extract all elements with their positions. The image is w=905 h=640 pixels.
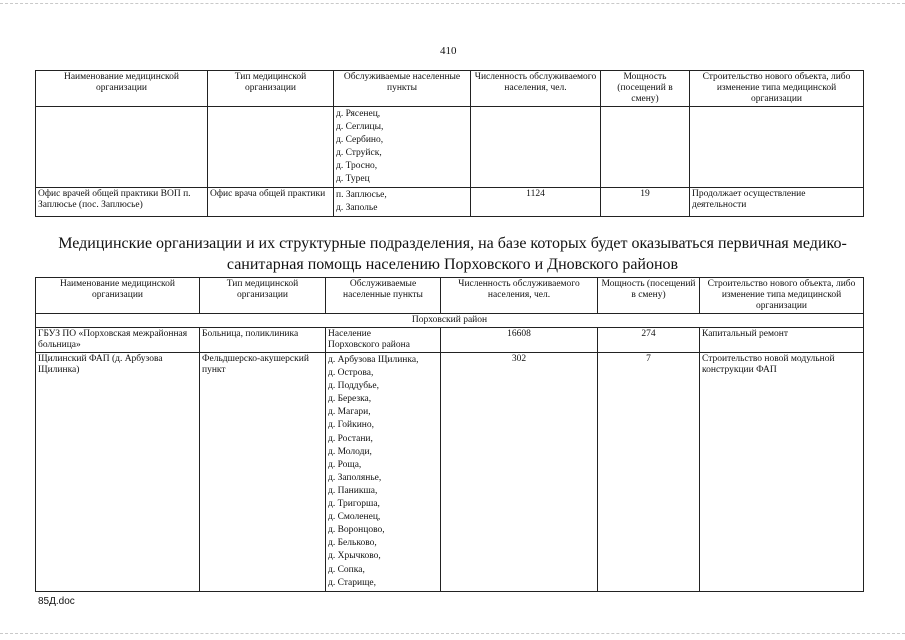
header-org-name: Наименование медицинской организации bbox=[36, 278, 200, 314]
settlement-item: д. Роща, bbox=[328, 459, 362, 470]
settlement-item: д. Арбузова Щилинка, bbox=[328, 355, 419, 365]
table-header-row bbox=[36, 71, 864, 107]
settlement-item: д. Паникша, bbox=[328, 485, 378, 496]
section-title-line1: Медицинские организации и их структурные подразделения, на базе которых будет оказываться первичная медико- bbox=[58, 235, 847, 252]
header-org-type: Тип медицинской организации bbox=[208, 71, 334, 107]
settlements-cell bbox=[334, 107, 471, 188]
table-continuation bbox=[35, 70, 864, 217]
scan-edge-top bbox=[0, 3, 905, 4]
population-cell: 16608 bbox=[441, 328, 598, 353]
table-porkhov bbox=[35, 277, 864, 592]
settlement-item: д. Рясенец, bbox=[336, 109, 381, 119]
action-cell: Капитальный ремонт bbox=[700, 328, 864, 353]
capacity-cell: 274 bbox=[598, 328, 700, 353]
settlement-item: д. Березка, bbox=[328, 394, 372, 405]
org-type-cell: Фельдшерско-акушерский пункт bbox=[200, 353, 326, 592]
settlement-item: д. Старище, bbox=[328, 577, 377, 588]
settlement-item: д. Магари, bbox=[328, 407, 371, 418]
settlements-cell bbox=[334, 188, 471, 217]
settlement-item: д. Гойкино, bbox=[328, 420, 374, 431]
settlement-item: Население bbox=[328, 329, 371, 339]
table-header-row bbox=[36, 278, 864, 314]
org-name-cell: ГБУЗ ПО «Порховская межрайонная больница» bbox=[36, 328, 200, 353]
page-number: 410 bbox=[440, 45, 457, 57]
settlements-cell bbox=[326, 328, 441, 353]
settlement-item: п. Заплюсье, bbox=[336, 190, 387, 200]
scan-edge-bottom bbox=[0, 633, 905, 634]
population-cell: 302 bbox=[441, 353, 598, 592]
settlement-item: д. Заполье bbox=[336, 203, 378, 213]
settlement-item: д. Поддубье, bbox=[328, 381, 379, 392]
file-name-footer: 85Д.doc bbox=[38, 596, 75, 607]
population-cell: 1124 bbox=[471, 188, 601, 217]
settlement-item: д. Сеглицы, bbox=[336, 122, 384, 132]
settlement-item: д. Хрычково, bbox=[328, 551, 381, 562]
header-capacity: Мощность (посещений в смену) bbox=[601, 71, 690, 107]
table-row bbox=[36, 353, 864, 592]
settlement-item: д. Сербино, bbox=[336, 135, 384, 145]
org-name-cell: Офис врачей общей практики ВОП п. Заплюсье (пос. Заплюсье) bbox=[36, 188, 208, 217]
settlement-item: д. Тросно, bbox=[336, 161, 378, 171]
section-title-line2: санитарная помощь населению Порховского и Дновского районов bbox=[226, 256, 679, 273]
header-population: Численность обслуживаемого населения, чел. bbox=[471, 71, 601, 107]
header-org-type: Тип медицинской организации bbox=[200, 278, 326, 314]
district-row bbox=[36, 314, 864, 328]
settlement-item: д. Воронцово, bbox=[328, 525, 385, 536]
capacity-cell: 7 bbox=[598, 353, 700, 592]
settlement-item: д. Струйск, bbox=[336, 148, 382, 158]
header-org-name: Наименование медицинской организации bbox=[36, 71, 208, 107]
settlement-item: д. Сопка, bbox=[328, 564, 365, 575]
table-row bbox=[36, 328, 864, 353]
header-capacity: Мощность (посещений в смену) bbox=[598, 278, 700, 314]
header-action: Строительство нового объекта, либо изменение типа медицинской организации bbox=[700, 278, 864, 314]
settlement-item: д. Турец bbox=[336, 174, 370, 184]
district-label: Порховский район bbox=[36, 314, 864, 328]
header-settlements: Обслуживаемые населенные пункты bbox=[334, 71, 471, 107]
settlement-item: д. Тригорша, bbox=[328, 499, 380, 510]
table-row bbox=[36, 188, 864, 217]
org-type-cell: Больница, поликлиника bbox=[200, 328, 326, 353]
header-action: Строительство нового объекта, либо изменение типа медицинской организации bbox=[690, 71, 864, 107]
settlement-item: д. Заполянье, bbox=[328, 472, 382, 483]
table-row bbox=[36, 107, 864, 188]
settlement-item: Порховского района bbox=[328, 340, 410, 350]
action-cell: Продолжает осуществление деятельности bbox=[690, 188, 864, 217]
settlement-item: д. Молоди, bbox=[328, 446, 372, 457]
settlement-item: д. Смоленец, bbox=[328, 512, 381, 523]
action-cell: Строительство новой модульной конструкции ФАП bbox=[700, 353, 864, 592]
settlement-item: д. Ростани, bbox=[328, 433, 373, 444]
capacity-cell: 19 bbox=[601, 188, 690, 217]
org-name-cell: Щилинский ФАП (д. Арбузова Щилинка) bbox=[36, 353, 200, 592]
header-settlements: Обслуживаемые населенные пункты bbox=[326, 278, 441, 314]
org-type-cell: Офис врача общей практики bbox=[208, 188, 334, 217]
settlements-cell bbox=[326, 353, 441, 592]
settlement-item: д. Бельково, bbox=[328, 538, 377, 549]
settlement-item: д. Острова, bbox=[328, 368, 374, 379]
header-population: Численность обслуживаемого населения, чел. bbox=[441, 278, 598, 314]
